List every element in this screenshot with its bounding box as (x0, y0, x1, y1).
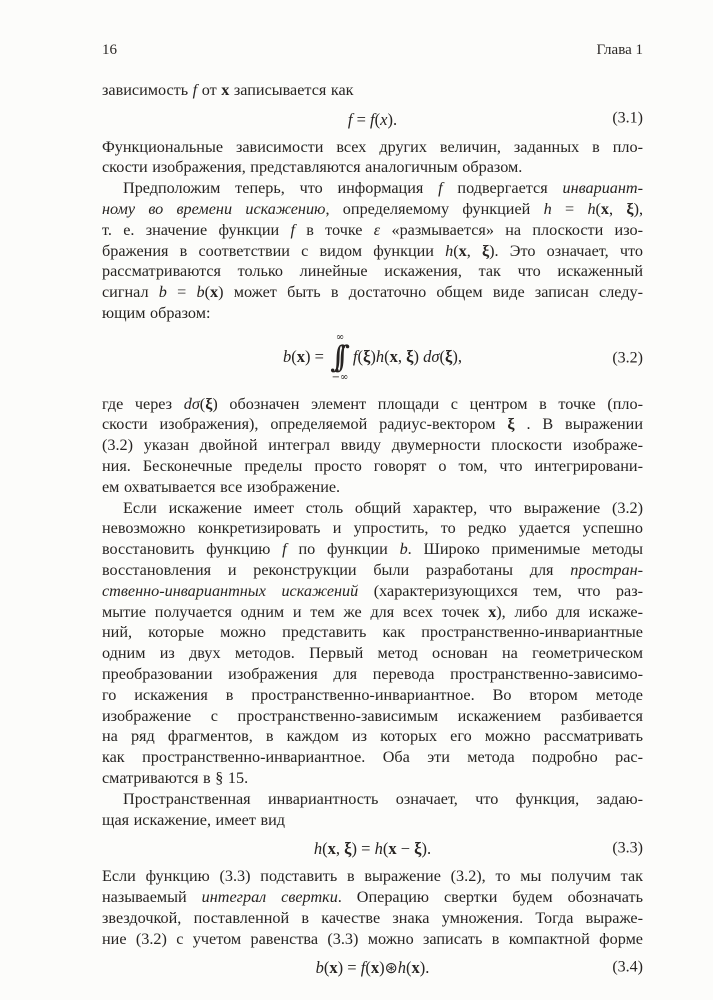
math-symbol: ε (373, 220, 381, 239)
paragraph (102, 178, 643, 324)
math-symbol: простран- (570, 561, 643, 580)
math-symbol: f (438, 179, 443, 198)
paragraph (102, 80, 643, 101)
text-line: восстановления и реконструкции были разработаны для простран- (102, 561, 643, 580)
text-line: изображение с пространственно-зависимым искажением разбивается (102, 706, 643, 725)
text-line: скости изображения, представляются аналогичным образом. (102, 158, 523, 177)
math-symbol: инвариант- (562, 179, 643, 198)
page-number: 16 (102, 42, 117, 58)
page-header (102, 40, 643, 60)
vector-symbol: ξ (363, 346, 371, 366)
vector-symbol: ξ (344, 839, 352, 859)
text-line: мытие получается одним и тем же для всех точек x), либо для искаже- (102, 602, 643, 621)
text-line: зависимость f от x записывается как (102, 81, 354, 99)
vector-symbol: x (370, 958, 380, 978)
vector-symbol: x (327, 839, 336, 859)
math-symbol: ственно-инвариантных искажений (102, 581, 359, 600)
math-symbol: b (196, 283, 205, 302)
text-line: Функциональные зависимости всех других величин, заданных в пло- (102, 137, 643, 156)
math-symbol: h (313, 839, 323, 859)
text-line: как пространственно-инвариантное. Оба эти метода подробно рас- (102, 748, 643, 767)
vector-symbol: x (209, 283, 219, 302)
text-line: щая искажение, имеет вид (102, 810, 285, 829)
chapter-header: Глава 1 (596, 42, 643, 58)
vector-symbol: ξ (507, 415, 515, 434)
text-line: ному во времени искажению, определяемому функцией h = h(x, ξ), (102, 199, 643, 218)
text-line: Пространственная инвариантность означает, что функция, задаю- (123, 789, 643, 808)
vector-symbol: x (329, 958, 338, 978)
equation-body: h(x, ξ) = h(x − ξ). (313, 839, 432, 859)
text-line: го искажения в пространственно-инвариантное. Во втором методе (102, 685, 643, 704)
math-symbol: h (445, 241, 454, 260)
text-line: Предположим теперь, что информация f подвергается инвариант- (123, 179, 643, 198)
text-line: преобразовании изображения для перевода пространственно-зависимо- (102, 665, 643, 684)
math-symbol: dσ (183, 394, 200, 413)
math-symbol: h (374, 839, 383, 859)
vector-symbol: x (458, 241, 467, 260)
vector-symbol: ξ (481, 241, 490, 260)
text-line: ния. Бесконечные пределы просто говорят о том, что интегрировани- (102, 457, 643, 476)
text-line: ственно-инвариантных искажений (характеризующихся тем, что раз- (102, 581, 643, 600)
text-line: сигнал b = b(x) может быть в достаточно общем виде записан следу- (102, 283, 643, 302)
text-line: ющим образом: (102, 303, 211, 322)
equation-block (102, 333, 643, 383)
equation-block (102, 107, 643, 130)
equation-number: (3.1) (612, 109, 643, 127)
paragraph (102, 498, 643, 789)
vector-symbol: x (600, 199, 610, 218)
text-line: Если искажение имеет столь общий характер, что выражение (3.2) (123, 498, 643, 517)
text-line: невозможно конкретизировать и упростить, то редко удается успешно (102, 519, 643, 538)
math-symbol: b (315, 958, 324, 978)
vector-symbol: ξ (626, 199, 634, 218)
text-line: скости изображения), определяемой радиус-вектором ξ . В выражении (102, 415, 643, 434)
vector-symbol: x (389, 346, 398, 366)
vector-symbol: x (411, 958, 420, 978)
vector-symbol: x (488, 602, 497, 621)
vector-symbol: ξ (414, 839, 422, 859)
text-line: где через dσ(ξ) обозначен элемент площади с центром в точке (пло- (102, 394, 643, 413)
math-symbol: ному во времени искажению (102, 199, 326, 218)
math-symbol: h (587, 199, 596, 218)
text-line: рассматриваются только линейные искажения, так что искаженный (102, 262, 643, 281)
math-symbol: h (397, 958, 406, 978)
paragraph (102, 789, 643, 831)
equation-block (102, 955, 643, 978)
vector-symbol: x (221, 81, 230, 99)
math-symbol: интеграл свертки (201, 887, 338, 906)
equation-body: f = f(x). (347, 109, 398, 129)
math-symbol: x (380, 109, 388, 129)
text-line: восстановить функцию f по функции b. Широко применимые методы (102, 540, 643, 559)
convolution-operator-icon: ⊛ (384, 958, 398, 978)
double-integral-icon: ∞ ∫∫ −∞ (330, 331, 349, 383)
paragraph (102, 137, 643, 179)
math-symbol: f (290, 220, 295, 239)
text-line: ем охватывается все изображение. (102, 477, 341, 496)
math-symbol: f (282, 540, 287, 559)
math-symbol: b (158, 283, 167, 302)
math-symbol: dσ (423, 346, 440, 366)
equation-block (102, 836, 643, 859)
text-line: звездочкой, поставленной в качестве знака умножения. Тогда выраже- (102, 908, 643, 927)
paragraph (102, 866, 643, 949)
text-line: ний, которые можно представить как пространственно-инвариантные (102, 623, 643, 642)
equation-number: (3.4) (612, 958, 643, 976)
math-symbol: f (192, 81, 198, 99)
vector-symbol: ξ (205, 394, 213, 413)
text-line: Если функцию (3.3) подставить в выражение (3.2), то мы получим так (102, 867, 643, 886)
equation-number: (3.2) (612, 349, 643, 367)
vector-symbol: x (296, 346, 305, 366)
vector-symbol: x (388, 839, 397, 859)
math-symbol: h (375, 346, 385, 366)
text-line: сматриваются в § 15. (102, 769, 249, 788)
math-symbol: b (399, 540, 408, 559)
vector-symbol: ξ (445, 346, 453, 366)
math-symbol: f (352, 346, 358, 366)
paragraph (102, 394, 643, 498)
math-symbol: f (347, 109, 353, 129)
text-line: бражения в соответствии с видом функции h(x, ξ). Это означает, что (102, 241, 643, 260)
math-symbol: b (283, 346, 292, 366)
text-line: т. е. значение функции f в точке ε «размывается» на плоскости изо- (102, 220, 643, 239)
text-line: называемый интеграл свертки. Операцию свертки будем обозначать (102, 887, 643, 906)
equation-body: b(x) = ∞ ∫∫ −∞ f(ξ)h(x, ξ) dσ(ξ), (283, 331, 462, 383)
math-symbol: h (543, 199, 552, 218)
text-line: на ряд фрагментов, в каждом из которых его можно рассматривать (102, 727, 643, 746)
text-line: (3.2) указан двойной интеграл ввиду двумерности плоскости изображе- (102, 436, 643, 455)
text-line: ние (3.2) с учетом равенства (3.3) можно записать в компактной форме (102, 929, 643, 948)
page-body (102, 80, 643, 978)
math-symbol: f (360, 958, 366, 978)
text-line: одним из двух методов. Первый метод основан на геометрическом (102, 644, 643, 663)
math-symbol: f (370, 109, 375, 129)
equation-number: (3.3) (612, 839, 643, 857)
vector-symbol: ξ (406, 346, 414, 366)
equation-body: b(x) = f(x)⊛h(x). (315, 958, 430, 978)
